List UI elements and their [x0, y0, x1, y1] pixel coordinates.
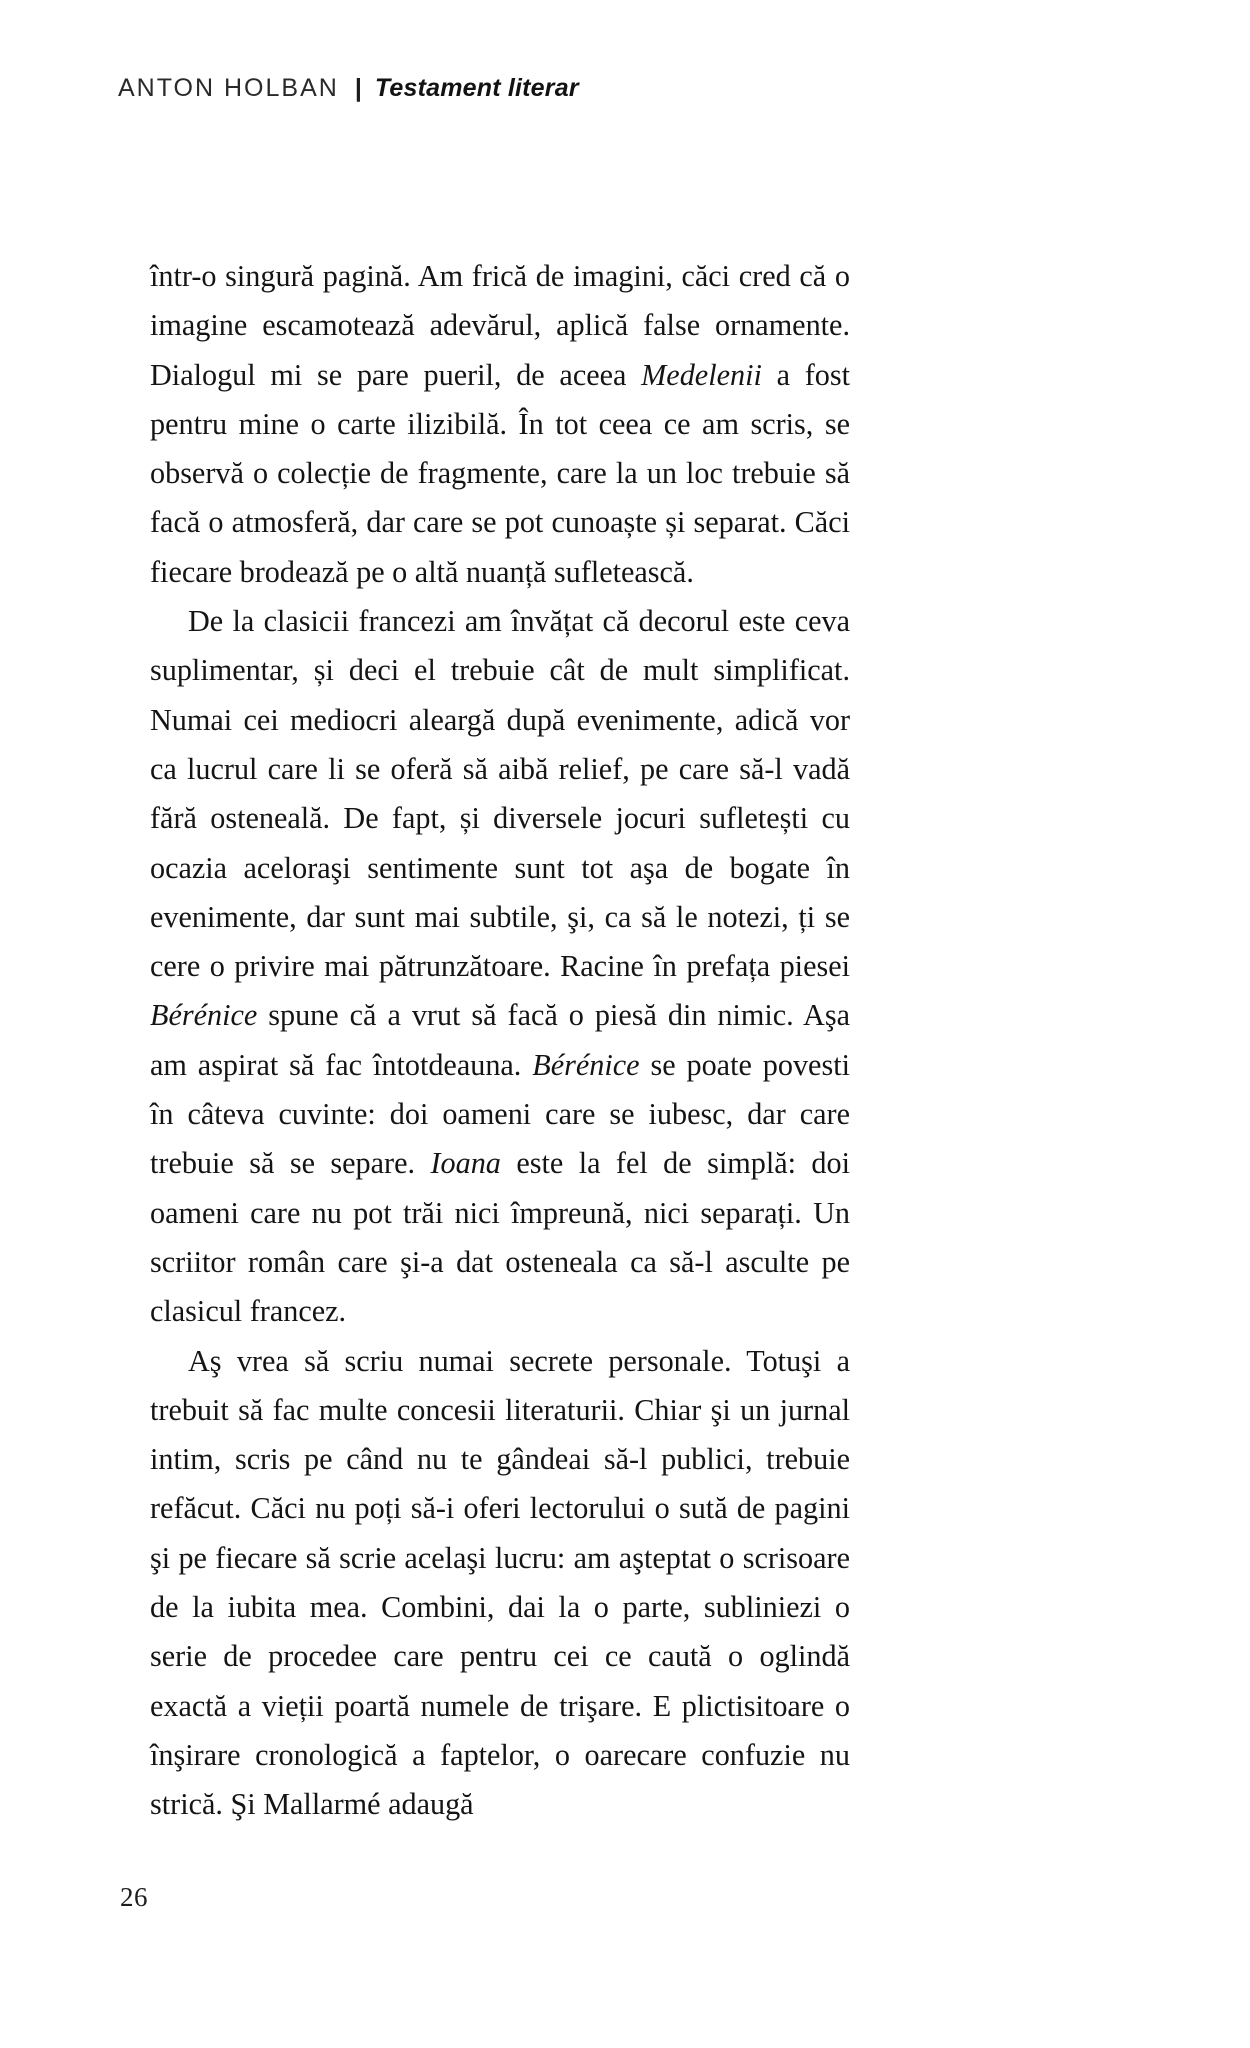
page-number: 26 [120, 1882, 148, 1912]
text-run: este la fel de simplă: doi oameni care nu pot trăi nici împreună, nici separați. Un scriitor român care şi-a dat osteneala ca să-l asculte pe clasicul francez. [150, 1146, 850, 1329]
paragraph [150, 252, 850, 597]
italic-title: Bérénice [532, 1047, 640, 1082]
paragraph [150, 597, 850, 1336]
running-header-separator: | [354, 74, 362, 102]
text-run: Aş vrea să scriu numai secrete personale. Totuşi a trebuit să fac multe concesii literaturii. Chiar şi un jurnal intim, scris pe când nu te gândeai să-l publici, trebuie refăcut. Căci nu poți să-i oferi lectorului o sută de pagini şi pe fiecare să scrie acelaşi lucru: am aşteptat o scrisoare de la iubita mea. Combini, dai la o parte, subliniezi o serie de procedee care pentru cei ce caută o oglindă exactă a vieții poartă numele de trişare. E plictisitoare o înşirare cronologică a faptelor, o oarecare confuzie nu strică. Şi Mallarmé adaugă [150, 1343, 850, 1822]
text-run: spune că a vrut să facă o piesă din nimic. Aşa am aspirat să fac întotdeauna. [150, 998, 850, 1082]
text-run: se poate povesti în câteva cuvinte: doi oameni care se iubesc, dar care trebuie să se separe. [150, 1047, 850, 1181]
text-run: într-o singură pagină. Am frică de imagini, căci cred că o imagine escamotează adevărul, aplică false ornamente. Dialogul mi se pare pueril, de aceea [150, 259, 850, 392]
paragraph [150, 1337, 850, 1830]
running-header-title: Testament literar [374, 74, 579, 102]
running-header [118, 74, 1132, 108]
text-run: a fost pentru mine o carte ilizibilă. În tot ceea ce am scris, se observă o colecție de fragmente, care la un loc trebuie să facă o atmosferă, dar care se pot cunoaște și separat. Căci fiecare brodează pe o altă nuanță sufletească. [150, 357, 850, 589]
italic-title: Medelenii [641, 357, 762, 392]
text-run: De la clasicii francezi am învățat că decorul este ceva suplimentar, și deci el trebuie cât de mult simplificat. Numai cei mediocri aleargă după evenimente, adică vor ca lucrul care li se oferă să aibă relief, pe care să-l vadă fără osteneală. De fapt, și diversele jocuri sufletești cu ocazia aceloraşi sentimente sunt tot aşa de bogate în evenimente, dar sunt mai subtile, şi, ca să le notezi, ți se cere o privire mai pătrunzătoare. Racine în prefața piesei [150, 604, 850, 984]
body-text-block [150, 252, 850, 1830]
italic-title: Bérénice [150, 998, 258, 1033]
running-header-author: ANTON HOLBAN [118, 74, 339, 102]
italic-title: Ioana [430, 1146, 501, 1181]
